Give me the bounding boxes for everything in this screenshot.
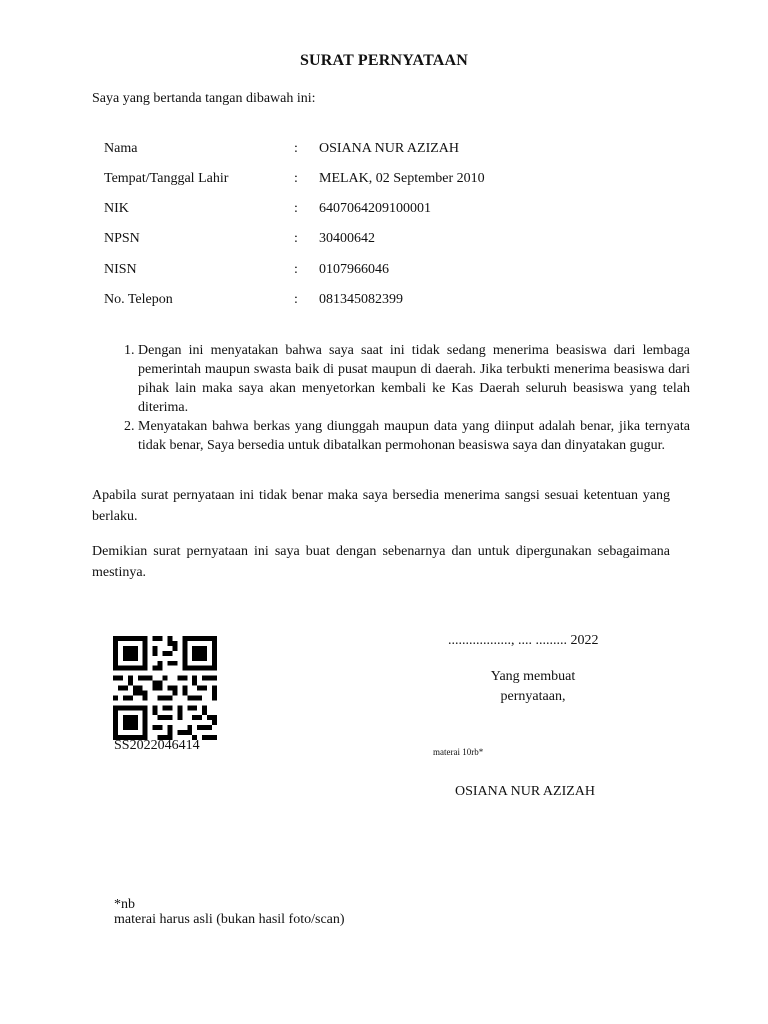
materai-note: materai 10rb*	[433, 747, 484, 757]
signer-caption-line1: Yang membuat	[490, 669, 576, 684]
field-label-nik: NIK	[104, 201, 129, 216]
field-value-ttl: MELAK, 02 September 2010	[319, 171, 485, 186]
field-value-nama: OSIANA NUR AZIZAH	[319, 141, 459, 156]
qr-code-id: SS2022046414	[114, 738, 200, 753]
document-title: SURAT PERNYATAAN	[299, 52, 469, 69]
field-value-nisn: 0107966046	[319, 262, 389, 277]
date-line: .................., .... ......... 2022	[448, 633, 599, 648]
field-label-npsn: NPSN	[104, 231, 140, 246]
field-label-nama: Nama	[104, 141, 138, 156]
field-colon: :	[294, 201, 298, 216]
statement-item: 2. Menyatakan bahwa berkas yang diunggah maupun data yang diinput adalah benar, jika ternyata tidak benar, Saya bersedia untuk dibatalkan permohonan beasiswa saya dan dinyatakan gugur.	[138, 417, 690, 455]
signer-caption-line2: pernyataan,	[500, 689, 566, 704]
field-colon: :	[294, 292, 298, 307]
field-value-npsn: 30400642	[319, 231, 375, 246]
field-value-telepon: 081345082399	[319, 292, 403, 307]
nb-text: materai harus asli (bukan hasil foto/scan)	[114, 912, 345, 927]
nb-title: *nb	[114, 897, 135, 912]
statement-item: 1. Dengan ini menyatakan bahwa saya saat ini tidak sedang menerima beasiswa dari lembaga pemerintah maupun swasta baik di pusat maupun di daerah. Jika terbukti menerima beasiswa dari pihak lain maka saya akan menyetorkan kembali ke Kas Daerah seluruh beasiswa yang telah diterima.	[138, 341, 690, 417]
field-label-ttl: Tempat/Tanggal Lahir	[104, 171, 229, 186]
closing-paragraph: Demikian surat pernyataan ini saya buat dengan sebenarnya dan untuk dipergunakan sebagaimana mestinya.	[92, 544, 670, 580]
field-label-telepon: No. Telepon	[104, 292, 173, 307]
signer-name: OSIANA NUR AZIZAH	[455, 784, 595, 799]
intro-text: Saya yang bertanda tangan dibawah ini:	[92, 91, 316, 106]
statement-list	[118, 341, 690, 455]
field-colon: :	[294, 141, 298, 156]
sanction-paragraph: Apabila surat pernyataan ini tidak benar maka saya bersedia menerima sangsi sesuai ketentuan yang berlaku.	[92, 488, 670, 524]
field-colon: :	[294, 231, 298, 246]
field-colon: :	[294, 262, 298, 277]
qr-code-icon	[110, 636, 220, 740]
field-colon: :	[294, 171, 298, 186]
field-value-nik: 6407064209100001	[319, 201, 431, 216]
field-label-nisn: NISN	[104, 262, 137, 277]
